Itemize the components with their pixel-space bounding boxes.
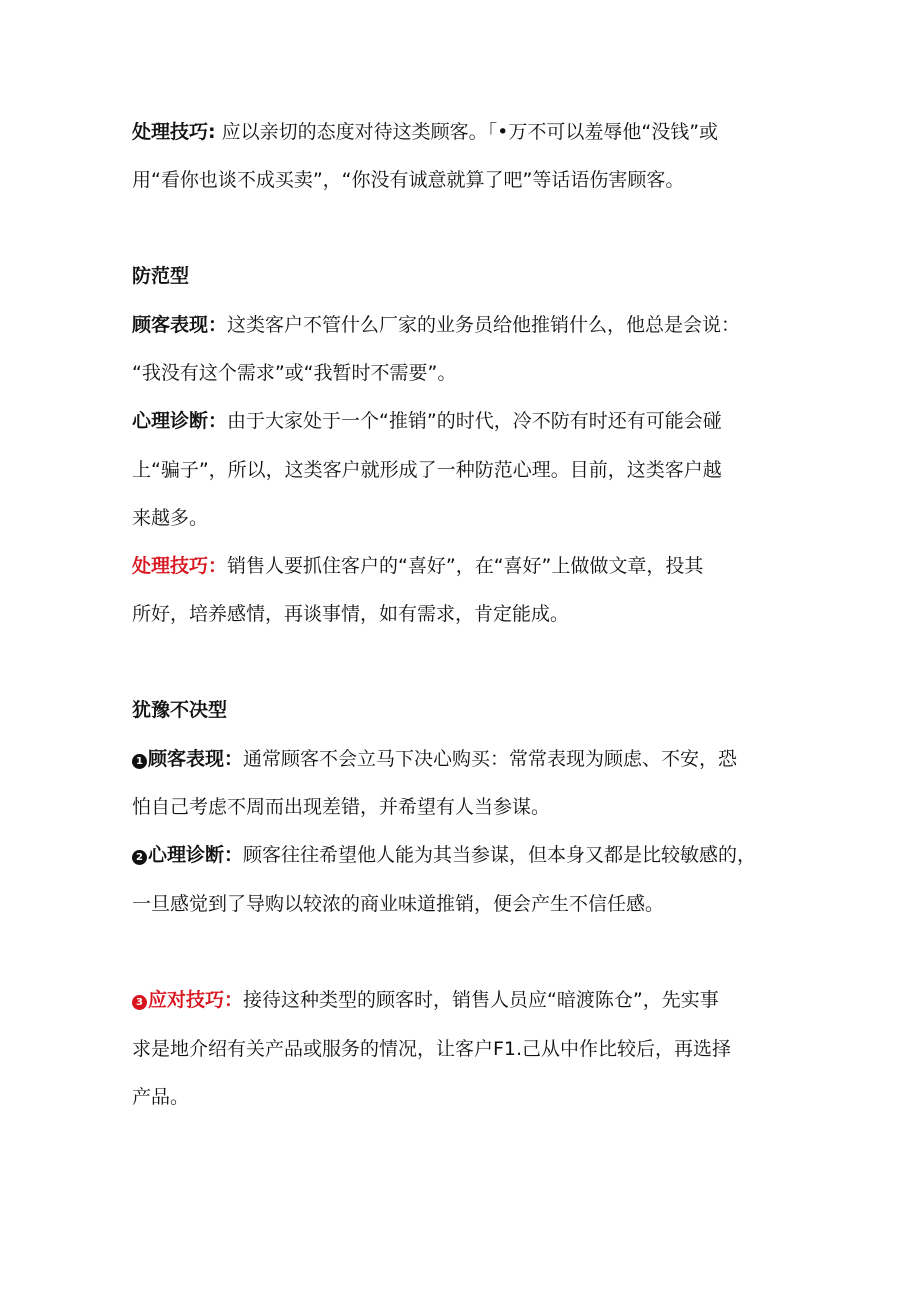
paragraph-text: 怕自己考虑不周而出现差错，并希望有人当参谋。 (132, 796, 551, 818)
customer-behavior-label: 顾客表现： (132, 314, 228, 336)
paragraph-line (132, 795, 550, 819)
paragraph-line (132, 506, 208, 530)
paragraph-line (132, 554, 703, 578)
paragraph-line (132, 313, 740, 337)
number-badge: 3 (132, 995, 147, 1010)
paragraph-line (132, 120, 718, 144)
paragraph-line (132, 168, 684, 192)
paragraph-line (132, 988, 719, 1012)
paragraph-text: 应以亲切的态度对待这类顾客。「•万不可以羞辱他“没钱”或 (215, 121, 719, 143)
section-heading-hesitant: 犹豫不决型 (132, 699, 228, 721)
customer-behavior-label: 顾客表现： (148, 748, 244, 770)
coping-tips-label: 应对技巧： (148, 989, 244, 1011)
paragraph-line (132, 409, 722, 433)
paragraph-line (132, 892, 664, 916)
paragraph-text: 用“看你也谈不成买卖”，“你没有诚意就算了吧”等话语伤害顾客。 (132, 169, 685, 191)
paragraph-text: 由于大家处于一个“推销”的时代，冷不防有时还有可能会碰 (227, 410, 722, 432)
paragraph-text: 这类客户不管什么厂家的业务员给他推销什么，他总是会说： (227, 314, 741, 336)
psychology-diagnosis-label: 心理诊断： (148, 844, 244, 866)
paragraph-text: 接待这种类型的顾客时，销售人员应“暗渡陈仓”，先实事 (243, 989, 719, 1011)
paragraph-text: “我没有这个需求”或“我暂时不需要”。 (132, 362, 457, 384)
paragraph-text: 顾客往往希望他人能为其当参谋，但本身又都是比较敏感的， (243, 844, 757, 866)
paragraph-line (132, 747, 737, 771)
paragraph-line (132, 843, 756, 867)
number-badge: 2 (132, 850, 147, 865)
number-badge: 1 (132, 754, 147, 769)
paragraph-text: 通常顾客不会立马下决心购买：常常表现为顾虑、不安，恐 (243, 748, 738, 770)
paragraph-line (132, 602, 569, 626)
handling-tips-label: 处理技巧: (132, 121, 216, 143)
paragraph-text: 产品。 (132, 1086, 190, 1108)
paragraph-line (132, 1037, 731, 1061)
handling-tips-label: 处理技巧： (132, 555, 228, 577)
psychology-diagnosis-label: 心理诊断： (132, 410, 228, 432)
paragraph-text: 来越多。 (132, 507, 209, 529)
paragraph-line (132, 1085, 189, 1109)
paragraph-text: 上“骗子”，所以，这类客户就形成了一种防范心理。目前，这类客户越 (132, 459, 722, 481)
paragraph-line (132, 458, 722, 482)
paragraph-text: 求是地介绍有关产品或服务的情况，让客户F1.己从中作比较后，再选择 (132, 1038, 732, 1060)
paragraph-text: 所好，培养感情，再谈事情，如有需求，肯定能成。 (132, 603, 570, 625)
paragraph-line (132, 361, 456, 385)
paragraph-text: 一旦感觉到了导购以较浓的商业味道推销，便会产生不信任感。 (132, 893, 665, 915)
paragraph-text: 销售人要抓住客户的“喜好”，在“喜好”上做做文章，投其 (227, 555, 704, 577)
section-heading-defensive: 防范型 (132, 265, 190, 287)
